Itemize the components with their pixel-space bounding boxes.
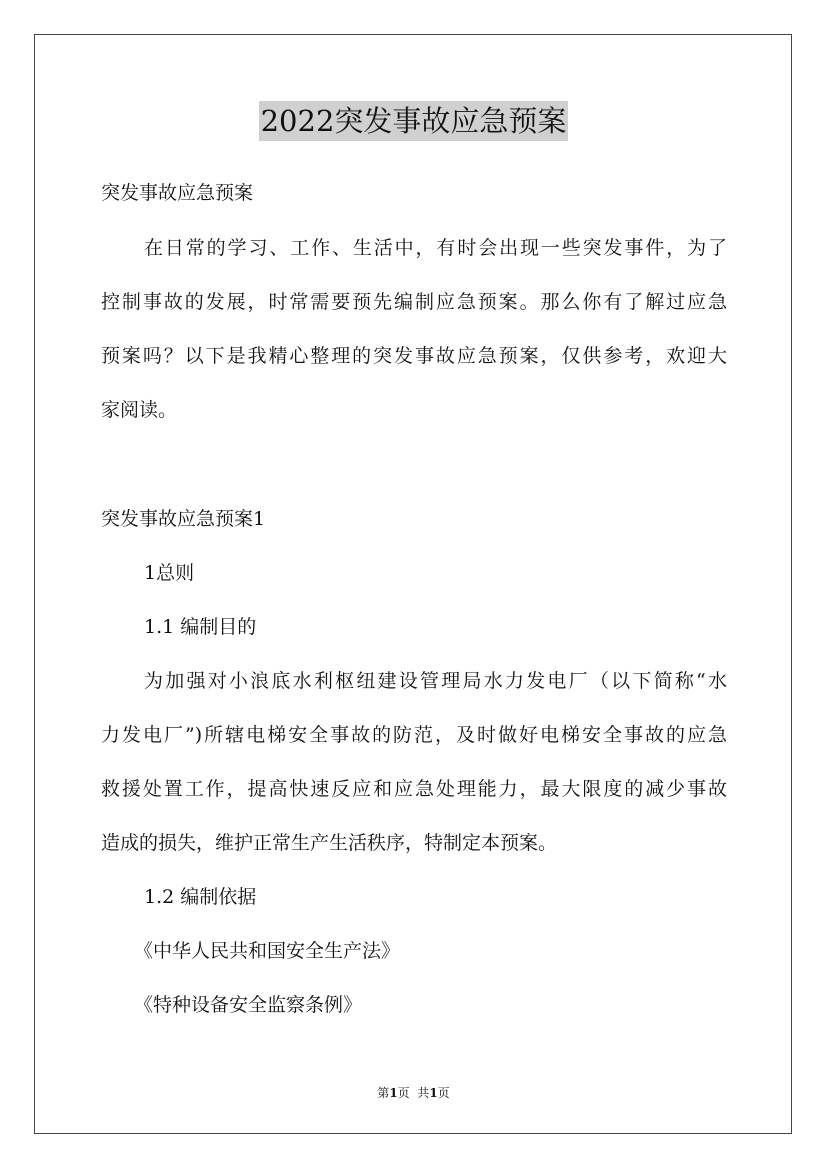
basis-item-2: 《特种设备安全监察条例》 [134, 994, 363, 1016]
footer-page-total: 1 [429, 1086, 438, 1100]
purpose-line-2: 力发电厂”)所辖电梯安全事故的防范，及时做好电梯安全事故的应急 [101, 724, 727, 746]
document-title: 2022突发事故应急预案 [259, 101, 569, 141]
purpose-heading: 1.1 编制目的 [144, 616, 257, 638]
basis-heading: 1.2 编制依据 [144, 886, 257, 908]
footer-page-number: 1 [389, 1086, 398, 1100]
footer-page-suffix: 页 [437, 1086, 450, 1100]
footer-page-prefix: 第 [377, 1086, 390, 1100]
intro-line-3: 预案吗？以下是我精心整理的突发事故应急预案，仅供参考，欢迎大 [101, 345, 727, 367]
purpose-line-4: 造成的损失，维护正常生产生活秩序，特制定本预案。 [101, 832, 558, 854]
title-container [0, 101, 827, 141]
purpose-line-3: 救援处置工作，提高快速反应和应急处理能力，最大限度的减少事故 [101, 778, 727, 800]
purpose-line-1: 为加强对小浪底水利枢纽建设管理局水力发电厂（以下简称“水 [144, 670, 727, 692]
page-footer [0, 1085, 827, 1101]
intro-line-1: 在日常的学习、工作、生活中，有时会出现一些突发事件，为了 [144, 237, 727, 259]
document-subtitle: 突发事故应急预案 [101, 182, 254, 204]
section-heading: 突发事故应急预案1 [101, 508, 266, 530]
footer-page-mid: 页 共 [397, 1086, 430, 1100]
general-heading: 1总则 [144, 562, 195, 584]
basis-item-1: 《中华人民共和国安全生产法》 [134, 940, 401, 962]
intro-line-2: 控制事故的发展，时常需要预先编制应急预案。那么你有了解过应急 [101, 291, 727, 313]
intro-line-4: 家阅读。 [101, 399, 178, 421]
